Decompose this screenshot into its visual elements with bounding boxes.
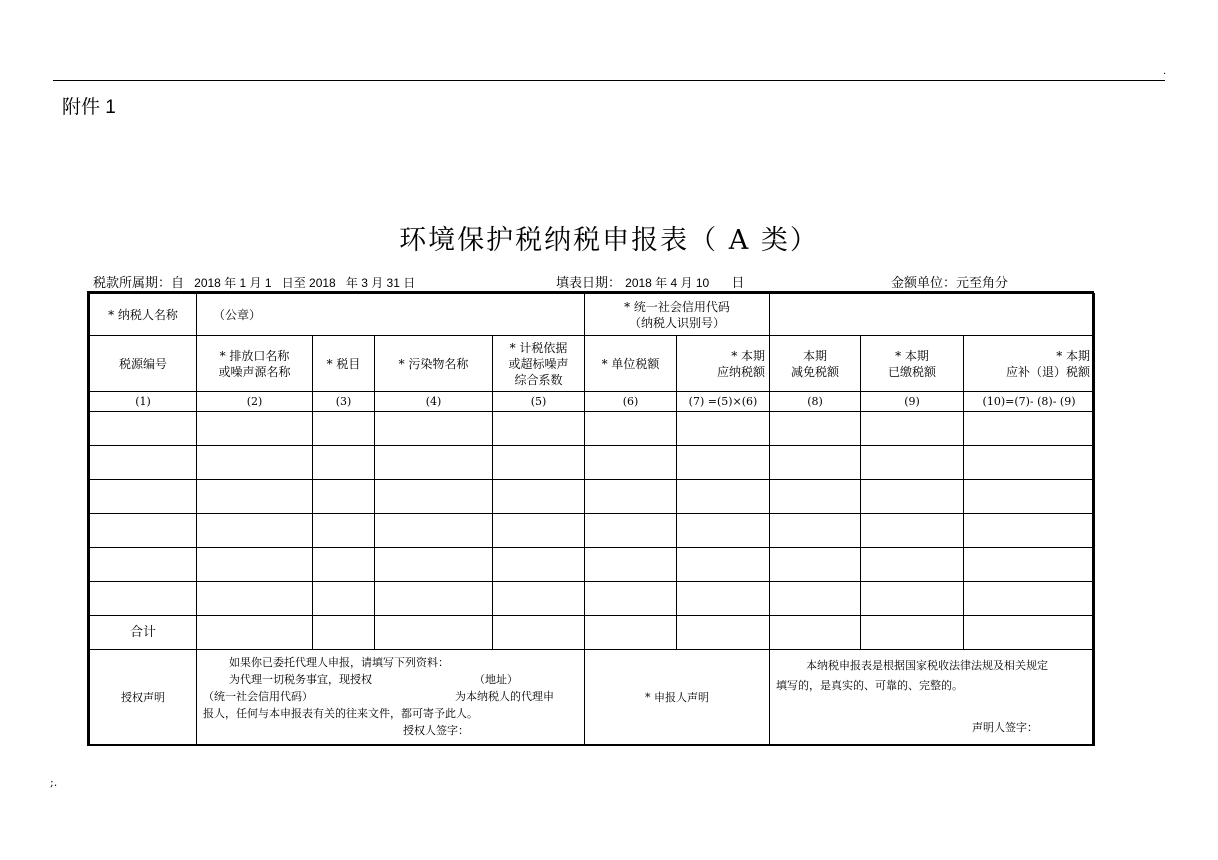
data-cell[interactable] (197, 514, 313, 548)
fill-date-suffix: 日 (731, 276, 745, 291)
col-header-text: * 污染物名称 (398, 356, 469, 371)
declarant-signature: 声明人签字： (972, 721, 1039, 734)
total-cell[interactable] (313, 616, 375, 650)
data-cell[interactable] (375, 514, 493, 548)
total-cell[interactable] (197, 616, 313, 650)
data-row (90, 582, 1095, 616)
data-cell[interactable] (493, 548, 585, 582)
data-cell[interactable] (861, 446, 964, 480)
data-cell[interactable] (313, 548, 375, 582)
col-index: (4) (375, 392, 493, 412)
data-cell[interactable] (197, 480, 313, 514)
col-header-text: * 税目 (326, 356, 361, 371)
credit-code-field[interactable] (770, 294, 1095, 336)
data-cell[interactable] (313, 446, 375, 480)
total-cell[interactable] (861, 616, 964, 650)
data-cell[interactable] (197, 582, 313, 616)
period-prefix: 税款所属期：自 (93, 276, 185, 291)
amount-unit: 金额单位：元至角分 (891, 276, 1009, 291)
attachment-label: 附件 1 (62, 97, 116, 118)
period-mid: 日至 2018 (281, 276, 336, 290)
col-header-text: 应纳税额 (717, 364, 766, 379)
data-row (90, 480, 1095, 514)
col-header-unit-tax (585, 336, 677, 392)
data-cell[interactable] (375, 582, 493, 616)
fill-date (556, 272, 744, 291)
col-header-text: 本期 (803, 348, 828, 363)
credit-code-label (585, 294, 770, 336)
fill-date-value: 2018 年 4 月 10 (625, 276, 710, 290)
data-cell[interactable] (90, 480, 197, 514)
data-row (90, 446, 1095, 480)
col-header-text: 已缴税额 (888, 364, 937, 379)
footer-mark: ;. (50, 776, 58, 789)
auth-line3 (203, 688, 578, 705)
data-cell[interactable] (677, 582, 770, 616)
data-cell[interactable] (90, 514, 197, 548)
corner-mark: . (1163, 66, 1167, 77)
declaration-row (90, 650, 1095, 746)
auth-line2-text: 为代理一切税务事宜，现授权 (229, 673, 372, 686)
col-header-pollutant (375, 336, 493, 392)
col-header-outlet-name (197, 336, 313, 392)
data-cell[interactable] (585, 582, 677, 616)
data-cell[interactable] (90, 548, 197, 582)
data-cell[interactable] (677, 446, 770, 480)
total-cell[interactable] (585, 616, 677, 650)
col-index: (1) (90, 392, 197, 412)
data-cell[interactable] (197, 446, 313, 480)
col-header-text: * 排放口名称 (219, 348, 290, 363)
tax-return-form (87, 291, 1094, 746)
col-header-source-id (90, 336, 197, 392)
data-cell[interactable] (770, 446, 861, 480)
data-cell[interactable] (375, 480, 493, 514)
data-cell[interactable] (677, 412, 770, 446)
data-cell[interactable] (585, 548, 677, 582)
data-cell[interactable] (585, 446, 677, 480)
col-index: (10)=(7)- (8)- (9) (964, 392, 1095, 412)
col-header-text: * 本期 (895, 348, 929, 363)
data-cell[interactable] (861, 480, 964, 514)
auth-line4: 报人，任何与本申报表有关的往来文件，都可寄予此人。 (203, 707, 478, 720)
declarant-text2: 填写的，是真实的、可靠的、完整的。 (776, 679, 964, 692)
col-index: (6) (585, 392, 677, 412)
top-rule (53, 80, 1165, 81)
auth-line2 (203, 671, 578, 688)
data-cell[interactable] (375, 412, 493, 446)
credit-code-label-line1: * 统一社会信用代码 (624, 299, 730, 314)
data-cell[interactable] (313, 582, 375, 616)
data-cell[interactable] (770, 582, 861, 616)
data-cell[interactable] (493, 412, 585, 446)
data-cell[interactable] (964, 582, 1095, 616)
data-cell[interactable] (964, 412, 1095, 446)
data-cell[interactable] (90, 446, 197, 480)
auth-label: 授权声明 (90, 650, 197, 746)
data-cell[interactable] (493, 480, 585, 514)
column-header-row (90, 336, 1095, 392)
auth-line3-end: 为本纳税人的代理申 (455, 690, 554, 703)
auth-address: （地址） (474, 673, 518, 686)
auth-signature: 授权人签字： (403, 724, 469, 737)
data-row (90, 548, 1095, 582)
data-row (90, 412, 1095, 446)
col-header-tax-basis (493, 336, 585, 392)
period-end: 年 3 月 31 日 (345, 276, 416, 290)
col-index: (5) (493, 392, 585, 412)
tax-period (93, 272, 415, 291)
data-cell[interactable] (493, 582, 585, 616)
col-header-tax-due (964, 336, 1095, 392)
total-cell[interactable] (770, 616, 861, 650)
auth-line1: 如果你已委托代理人申报，请填写下列资料： (229, 656, 449, 669)
data-cell[interactable] (585, 480, 677, 514)
col-header-text: * 单位税额 (601, 356, 660, 371)
auth-line3-text: （统一社会信用代码） (203, 690, 313, 703)
total-cell[interactable] (964, 616, 1095, 650)
data-cell[interactable] (90, 582, 197, 616)
data-cell[interactable] (861, 548, 964, 582)
auth-statement (197, 650, 585, 746)
col-index: (3) (313, 392, 375, 412)
data-cell[interactable] (770, 412, 861, 446)
col-header-text: * 计税依据 (509, 340, 568, 355)
total-label: 合计 (90, 616, 197, 650)
col-header-text: 税源编号 (118, 356, 167, 371)
col-index: (8) (770, 392, 861, 412)
col-index: (9) (861, 392, 964, 412)
period-start: 2018 年 1 月 1 (194, 276, 272, 290)
col-header-text: 综合系数 (514, 372, 563, 387)
data-cell[interactable] (585, 514, 677, 548)
data-cell[interactable] (964, 514, 1095, 548)
taxpayer-row (90, 294, 1095, 336)
data-cell[interactable] (861, 412, 964, 446)
col-header-tax-paid (861, 336, 964, 392)
col-header-text: 应补（退）税额 (1006, 364, 1091, 379)
data-cell[interactable] (770, 548, 861, 582)
tax-return-table (89, 293, 1095, 746)
col-index: (2) (197, 392, 313, 412)
data-cell[interactable] (197, 412, 313, 446)
data-cell[interactable] (313, 480, 375, 514)
col-header-text: * 本期 (731, 348, 766, 363)
fill-date-label: 填表日期： (556, 276, 622, 291)
data-cell[interactable] (313, 514, 375, 548)
declarant-label: * 申报人声明 (585, 650, 770, 746)
data-cell[interactable] (375, 548, 493, 582)
data-cell[interactable] (677, 514, 770, 548)
col-header-tax-reduction (770, 336, 861, 392)
form-title: 环境保护税纳税申报表（ A 类） (399, 225, 819, 256)
taxpayer-name-label: * 纳税人名称 (90, 294, 197, 336)
col-header-tax-item (313, 336, 375, 392)
total-cell[interactable] (493, 616, 585, 650)
col-header-text: * 本期 (1056, 348, 1091, 363)
data-cell[interactable] (313, 412, 375, 446)
data-cell[interactable] (375, 446, 493, 480)
column-index-row (90, 392, 1095, 412)
data-cell[interactable] (677, 548, 770, 582)
data-cell[interactable] (585, 412, 677, 446)
col-header-tax-payable (677, 336, 770, 392)
declarant-text1: 本纳税申报表是根据国家税收法律法规及相关规定 (806, 659, 1049, 672)
credit-code-label-line2: （纳税人识别号） (629, 315, 726, 330)
data-cell[interactable] (90, 412, 197, 446)
data-cell[interactable] (861, 582, 964, 616)
col-index: (7) =(5)×(6) (677, 392, 770, 412)
data-cell[interactable] (964, 548, 1095, 582)
col-header-text: 减免税额 (791, 364, 840, 379)
col-header-text: 或超标噪声 (508, 356, 569, 371)
data-row (90, 514, 1095, 548)
data-cell[interactable] (770, 514, 861, 548)
data-cell[interactable] (677, 480, 770, 514)
data-cell[interactable] (964, 480, 1095, 514)
total-cell[interactable] (375, 616, 493, 650)
taxpayer-name-field[interactable]: （公章） (197, 294, 585, 336)
col-header-text: 或噪声源名称 (218, 364, 291, 379)
declarant-statement (770, 650, 1095, 746)
data-cell[interactable] (861, 514, 964, 548)
total-row (90, 616, 1095, 650)
data-cell[interactable] (964, 446, 1095, 480)
data-cell[interactable] (493, 514, 585, 548)
total-cell[interactable] (677, 616, 770, 650)
data-cell[interactable] (770, 480, 861, 514)
data-cell[interactable] (197, 548, 313, 582)
data-cell[interactable] (493, 446, 585, 480)
